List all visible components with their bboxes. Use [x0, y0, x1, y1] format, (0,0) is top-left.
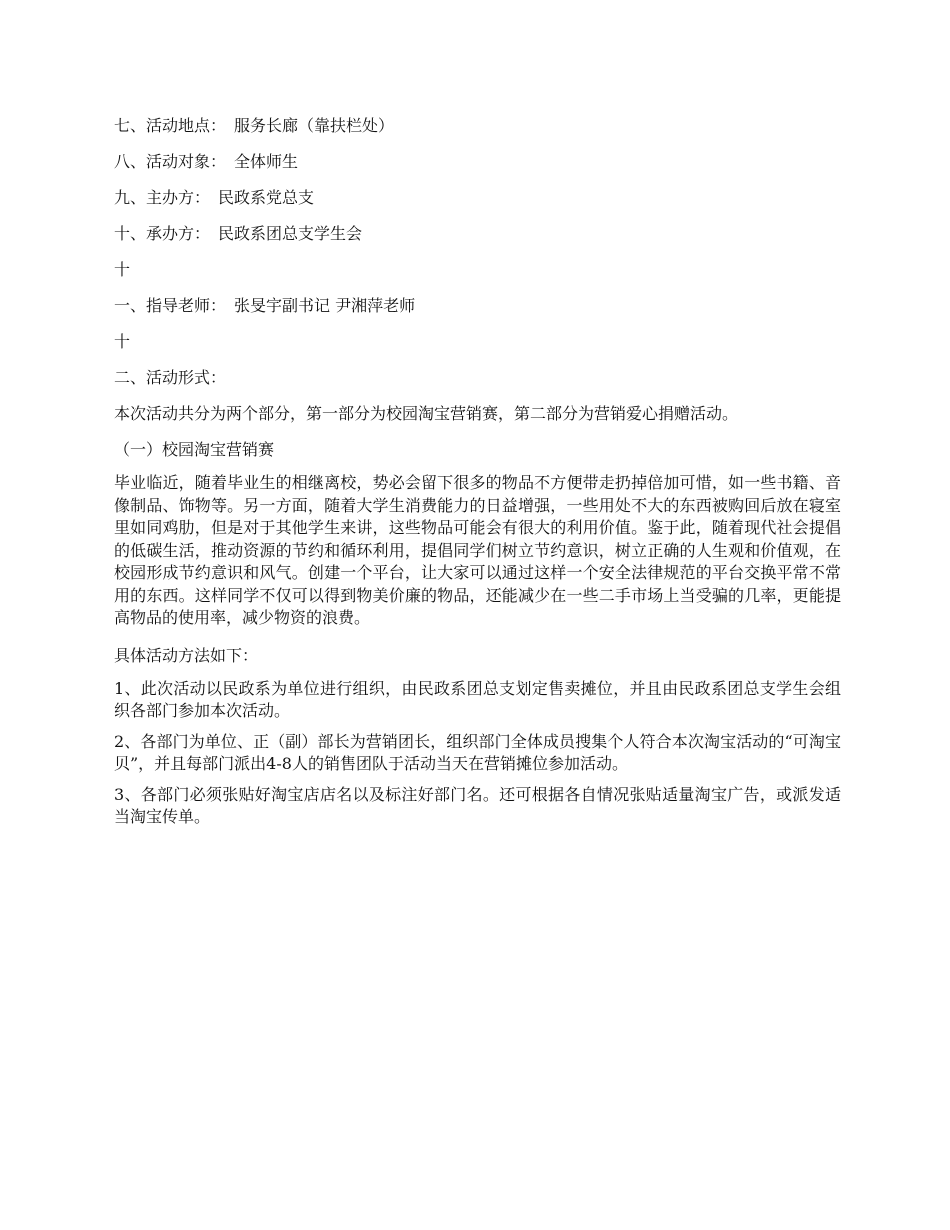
item-12-prefix: 十: [114, 332, 131, 351]
item-undertaker: [114, 216, 841, 252]
document-page: [114, 108, 841, 829]
method-2: 2、各部门为单位、正（副）部长为营销团长，组织部门全体成员搜集个人符合本次淘宝活动的“可淘宝贝”，并且每部门派出4-8人的销售团队于活动当天在营销摊位参加活动。: [114, 731, 841, 773]
section1-title: （一）校园淘宝营销赛: [114, 440, 275, 459]
item-audience-value: 全体师生: [234, 152, 299, 171]
item-location-label: 七、活动地点：: [114, 116, 227, 135]
item-audience: [114, 144, 841, 180]
methods-title: 具体活动方法如下：: [114, 645, 259, 665]
item-audience-label: 八、活动对象：: [114, 152, 227, 171]
item-organizer-value: 民政系党总支: [218, 188, 315, 207]
item-organizer-label: 九、主办方：: [114, 188, 211, 207]
item-advisor-value: 张旻宇副书记 尹湘萍老师: [234, 296, 416, 315]
item-advisor: [114, 288, 841, 324]
item-organizer: [114, 180, 841, 216]
item-format-label: 二、活动形式：: [114, 368, 227, 387]
section1-body: 毕业临近，随着毕业生的相继离校，势必会留下很多的物品不方便带走扔掉倍加可惜，如一些书籍、音像制品、饰物等。另一方面，随着大学生消费能力的日益增强，一些用处不大的东西被购回后放在寝室里如同鸡肋，但是对于其他学生来讲，这些物品可能会有很大的利用价值。鉴于此，随着现代社会提倡的低碳生活，推动资源的节约和循环利用，提倡同学们树立节约意识，树立正确的人生观和价值观，在校园形成节约意识和风气。创建一个平台，让大家可以通过这样一个安全法律规范的平台交换平常不常用的东西。这样同学不仅可以得到物美价廉的物品，还能减少在一些二手市场上当受骗的几率，更能提高物品的使用率，减少物资的浪费。: [114, 473, 841, 627]
item-undertaker-value: 民政系团总支学生会: [218, 224, 363, 243]
method-1: 1、此次活动以民政系为单位进行组织，由民政系团总支划定售卖摊位，并且由民政系团总支学生会组织各部门参加本次活动。: [114, 678, 841, 720]
item-11-prefix: 十: [114, 260, 131, 279]
item-location: [114, 108, 841, 144]
item-undertaker-label: 十、承办方：: [114, 224, 211, 243]
item-location-value: 服务长廊（靠扶栏处）: [234, 116, 395, 135]
item-advisor-label: 一、指导老师：: [114, 296, 227, 315]
intro-text: 本次活动共分为两个部分，第一部分为校园淘宝营销赛，第二部分为营销爱心捐赠活动。: [114, 404, 739, 423]
method-3: 3、各部门必须张贴好淘宝店店名以及标注好部门名。还可根据各自情况张贴适量淘宝广告，或派发适当淘宝传单。: [114, 784, 841, 826]
